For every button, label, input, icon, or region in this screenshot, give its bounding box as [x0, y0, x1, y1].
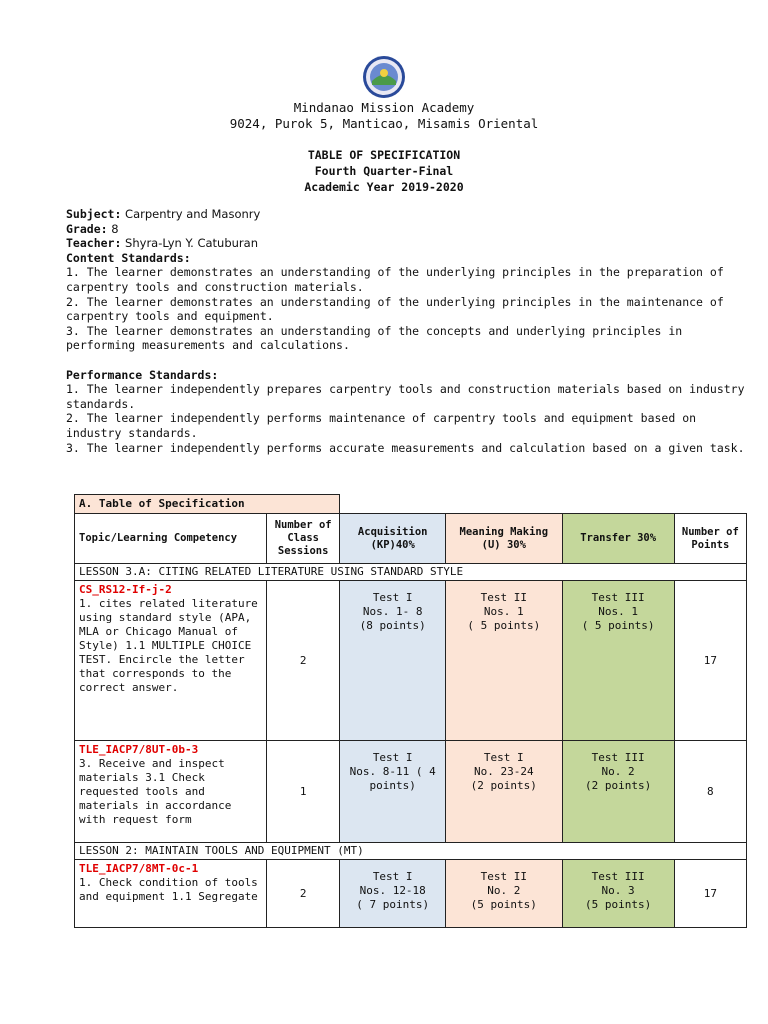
test-points: (5 points)	[585, 898, 652, 911]
competency-code: TLE_IACP7/8MT-0c-1	[79, 862, 199, 875]
header-acquisition: Acquisition (KP)40%	[340, 514, 446, 564]
test-label: Test II	[480, 870, 527, 883]
test-points: (2 points)	[470, 779, 537, 792]
sessions-cell: 2	[266, 860, 339, 928]
header-sessions: Number of Class Sessions	[266, 514, 339, 564]
transfer-cell	[562, 741, 674, 843]
test-points: (2 points)	[585, 779, 652, 792]
test-items: No. 3	[601, 884, 635, 897]
acquisition-cell	[340, 860, 446, 928]
school-seal-logo	[362, 55, 406, 99]
test-label: Test III	[591, 591, 645, 604]
acquisition-cell	[340, 741, 446, 843]
test-points: (5 points)	[470, 898, 537, 911]
points-cell: 17	[674, 581, 746, 741]
test-label: Test I	[372, 870, 413, 883]
title-line-1: TABLE OF SPECIFICATION	[307, 148, 461, 162]
competency-code: CS_RS12-If-j-2	[79, 583, 172, 596]
table-section-spacer	[340, 495, 747, 514]
table-row	[75, 741, 267, 843]
lesson-row-2: LESSON 2: MAINTAIN TOOLS AND EQUIPMENT (MT)	[75, 843, 747, 860]
school-address: 9024, Purok 5, Manticao, Misamis Oriental	[229, 116, 539, 131]
content-standards-label: Content Standards:	[66, 250, 191, 265]
subject-value: Carpentry and Masonry	[121, 207, 261, 221]
table-section-title: A. Table of Specification	[75, 495, 340, 514]
lesson-row-1: LESSON 3.A: CITING RELATED LITERATURE USING STANDARD STYLE	[75, 564, 747, 581]
teacher-value: Shyra-Lyn Y. Catuburan	[121, 236, 258, 251]
content-standard-1: 1. The learner demonstrates an understanding of the underlying principles in the preparation of carpentry tools and construction materials.	[66, 265, 724, 294]
test-items: Nos. 12-18	[359, 884, 426, 897]
test-label: Test II	[480, 591, 527, 604]
competency-text: 3. Receive and inspect materials 3.1 Check requested tools and materials in accordance with request form	[79, 757, 232, 826]
header-transfer: Transfer 30%	[562, 514, 674, 564]
test-items: Nos. 1	[483, 605, 524, 618]
test-items: No. 2	[601, 765, 635, 778]
test-points: ( 5 points)	[581, 619, 655, 632]
competency-text: 1. cites related literature using standard style (APA, MLA or Chicago Manual of Style) 1.1 MULTIPLE CHOICE TEST. Encircle the letter that corresponds to the correct answer.	[79, 597, 258, 694]
performance-standard-2: 2. The learner independently performs maintenance of carpentry tools and equipment based on industry standards.	[66, 411, 697, 440]
grade-label: Grade:	[66, 221, 108, 236]
title-line-3: Academic Year 2019-2020	[304, 180, 464, 194]
test-items: Nos. 1- 8	[362, 605, 423, 618]
competency-text: 1. Check condition of tools and equipment 1.1 Segregate	[79, 876, 258, 903]
test-label: Test III	[591, 870, 645, 883]
test-label: Test III	[591, 751, 645, 764]
test-points: (8 points)	[359, 619, 426, 632]
title-line-2: Fourth Quarter-Final	[314, 164, 454, 178]
test-label: Test I	[372, 591, 413, 604]
meaning-cell	[446, 581, 562, 741]
test-items: Nos. 1	[598, 605, 638, 618]
points-cell: 17	[674, 860, 746, 928]
transfer-cell	[562, 860, 674, 928]
header-points: Number of Points	[674, 514, 746, 564]
table-row	[75, 581, 267, 741]
specification-table	[74, 494, 747, 928]
meaning-cell	[446, 860, 562, 928]
test-label: Test I	[483, 751, 524, 764]
test-points: ( 7 points)	[356, 898, 430, 911]
header-meaning: Meaning Making (U) 30%	[446, 514, 562, 564]
course-info	[66, 207, 746, 455]
competency-code: TLE_IACP7/8UT-0b-3	[79, 743, 199, 756]
test-label: Test I	[372, 751, 413, 764]
performance-standard-3: 3. The learner independently performs accurate measurements and calculation based on a given task.	[66, 440, 745, 455]
test-points: ( 5 points)	[467, 619, 541, 632]
teacher-label: Teacher:	[66, 236, 122, 251]
points-cell: 8	[674, 741, 746, 843]
table-row	[75, 860, 267, 928]
acquisition-cell	[340, 581, 446, 741]
school-header	[0, 100, 768, 132]
transfer-cell	[562, 581, 674, 741]
sessions-cell: 2	[266, 581, 339, 741]
grade-value: 8	[107, 221, 119, 236]
sessions-cell: 1	[266, 741, 339, 843]
school-name: Mindanao Mission Academy	[293, 100, 475, 115]
performance-standards-label: Performance Standards:	[66, 367, 219, 382]
content-standard-2: 2. The learner demonstrates an understanding of the underlying principles in the maintenance of carpentry tools and equipment.	[66, 294, 724, 324]
header-topic: Topic/Learning Competency	[75, 514, 267, 564]
document-title	[0, 147, 768, 195]
test-items: No. 2	[487, 884, 521, 897]
performance-standard-1: 1. The learner independently prepares carpentry tools and construction materials based on industry standards.	[66, 382, 745, 411]
test-items: No. 23-24	[473, 765, 534, 778]
meaning-cell	[446, 741, 562, 843]
subject-label: Subject:	[66, 207, 122, 221]
content-standard-3: 3. The learner demonstrates an understanding of the concepts and underlying principles in performing measurements and calculations.	[66, 323, 683, 353]
test-items: Nos. 8-11 ( 4 points)	[349, 765, 436, 792]
